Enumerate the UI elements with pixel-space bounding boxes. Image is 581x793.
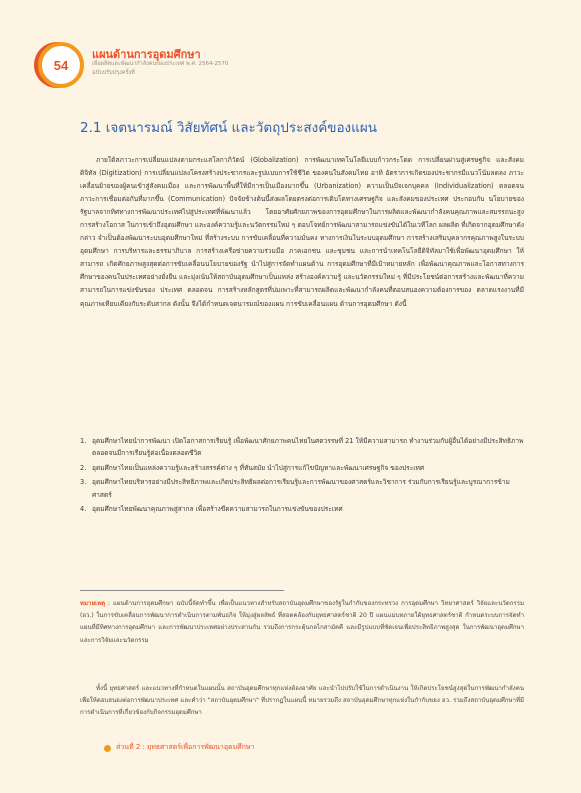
list-item-text: อุดมศึกษาไทยนำการพัฒนา เปิดโอกาสการเรียนรู้ เพื่อพัฒนาศักยภาพคนไทยในศตวรรษที่ 21 ให้มีความสามารถ ทำงานร่วมกับผู้อื่นได้อย่างมีประสิทธิภาพ ตลอดจนมีการเรียนรู้ต่อเนื่องตลอดชีวิต (92, 437, 524, 458)
footnote-label: หมายเหตุ (80, 600, 106, 607)
list-item-text: อุดมศึกษาไทยเป็นแหล่งความรู้และสร้างสรรค์ต่าง ๆ ที่ทันสมัย นำไปสู่การแก้ไขปัญหาและพัฒนาเศรษฐกิจ ของประเทศ (92, 463, 425, 472)
list-item-number: 1. (80, 437, 87, 445)
footer-text: ส่วนที่ 2 : ยุทธศาสตร์เพื่อการพัฒนาอุดมศึกษา (116, 743, 255, 751)
header-subtitle-2: ฉบับปรับปรุงครั้งที่ (92, 70, 135, 76)
page-number-badge (38, 42, 84, 88)
footnote-text-2: ทั้งนี้ ยุทธศาสตร์ และแนวทางที่กำหนดในแผนนั้น สถาบันอุดมศึกษาทุกแห่งต้องอาศัย และนำไปปรับใช้ในการดำเนินงาน ให้เกิดประโยชน์สูงสุดในการพัฒนากำลังคน เพื่อให้ตอบสนองต่อการพัฒนาประเทศ และคำว่า "สถาบันอุดมศึกษา" ที่ปรากฏในแผนนี้ หมายรวมถึง สถาบันอุดมศึกษาทุกแห่งในกำกับของ อว. รวมถึงสถาบันอุดมศึกษาที่มีการดำเนินการที่เกี่ยวข้องกับกิจกรรมอุดมศึกษา (80, 685, 524, 717)
footnote-divider (80, 590, 284, 591)
footnote (80, 598, 524, 647)
list-item-number: 4. (80, 505, 87, 514)
list-item (80, 476, 524, 501)
page-header (0, 0, 581, 95)
header-subtitle: เพื่อผลิตและพัฒนากำลังคนของประเทศ พ.ศ. 2564-2570 (92, 61, 229, 67)
list-item-text: อุดมศึกษาไทยพัฒนาคุณภาพสู่สากล เพื่อสร้างขีดความสามารถในการแข่งขันของประเทศ (92, 505, 343, 514)
section-title: 2.1 เจตนารมณ์ วิสัยทัศน์ และวัตถุประสงค์ของแผน (80, 120, 377, 136)
list-item (80, 462, 524, 474)
list-item (80, 435, 524, 460)
footer-bullet-icon (104, 745, 111, 752)
objectives-list (80, 435, 524, 517)
list-item-number: 2. (80, 463, 87, 472)
list-item (80, 503, 524, 515)
footnote-text: : แผนด้านการอุดมศึกษา ฉบับนี้จัดทำขึ้น เพื่อเป็นแนวทางสำหรับสถาบันอุดมศึกษาของรัฐในกำกับของกระทรวง การอุดมศึกษา วิทยาศาสตร์ วิจัยและนวัตกรรม (อว.) ในการขับเคลื่อนการพัฒนาการดำเนินการตามพันธกิจ ให้มุ่งสู่ผลลัพธ์ ที่สอดคล้องกับยุทธศาสตร์ชาติ 20 ปี แผนแม่บทภายใต้ยุทธศาสตร์ชาติ กำหนดระบบการจัดทำแผนที่มีทิศทางการอุดมศึกษา และการพัฒนาประเทศอย่างประสานกัน รวมถึงการกระตุ้นกลไกสามัคคี และมีรูปแบบที่ชัดเจนเพื่อประสิทธิภาพสูงสุด ในการพัฒนาอุดมศึกษาและการวิจัยและนวัตกรรม (80, 600, 524, 644)
header-title: แผนด้านการอุดมศึกษา (92, 49, 201, 61)
list-item-number: 3. (80, 478, 87, 487)
body-paragraph: ภายใต้สภาวะการเปลี่ยนแปลงตามกระแสโลกาภิวัตน์ (Globalization) การพัฒนาเทคโนโลยีแบบก้าวกระโดด การเปลี่ยนผ่านสู่เศรษฐกิจ และสังคมดิจิทัล (Digitization) การเปลี่ยนแปลงโครงสร้างประชากรและรูปแบบการใช้ชีวิต ของคนในสังคมไทย อาทิ อัตราการเกิดของประชากรมีแนวโน้มลดลง ภาวะเคลื่อนย้ายของผู้คนเข้าสู่สังคมเมือง และการพัฒนาพื้นที่ให้มีการเป็นเมืองมากขึ้น (Urbanization) ความเป็นปัจเจกบุคคล (Individualization) ตลอดจน ภาวะการเชื่อมต่อกันที่มากขึ้น (Communication) ปัจจัยข้างต้นนี้ส่งผลโดยตรงต่อการเติบโตทางเศรษฐกิจ และสังคมของประเทศ ประกอบกับ นโยบายของรัฐบาลจากทิศทางการพัฒนาประเทศไปสู่ประเทศที่พัฒนาแล้ว โดยอาศัยศักยภาพของการอุดมศึกษาในการผลิตและพัฒนากำลังคนคุณภาพและสมรรถนะสูง การสร้างโอกาส ในการเข้าถึงอุดมศึกษา และองค์ความรู้และนวัตกรรมใหม่ ๆ ตอบโจทย์การพัฒนาสามารถแข่งขันได้ในเวทีโลก ผลผลิต ที่เกิดจากอุดมศึกษาดังกล่าว จำเป็นต้องพัฒนาระบบอุดมศึกษาใหม่ ที่สร้างระบบ การขับเคลื่อนที่ความมั่นคง ทางการเงินในระบบอุดมศึกษา การสร้างเสริมบุคลากรคุณภาพสูงในระบบอุดมศึกษา การบริหารและธรรมาภิบาล การสร้างเครือข่ายความร่วมมือ ภาคเอกชน และชุมชน และการนำเทคโนโลยีดิจิทัลมาใช้เพื่อพัฒนาอุดมศึกษา ให้สามารถ เกิดศักยภาพสูงสุดต่อการขับเคลื่อนนโยบายของรัฐ นำไปสู่การจัดทำแผนด้าน การอุดมศึกษาที่มีเป้าหมายหลัก เพื่อพัฒนาคุณภาพและโอกาสทางการศึกษาของคนในประเทศอย่างยั่งยืน และมุ่งเน้นให้สถาบันอุดมศึกษาเป็นแหล่ง สร้างองค์ความรู้ และนวัตกรรมใหม่ ๆ ที่มีประโยชน์ต่อการสร้างและพัฒนาที่ความสามารถในการแข่งขันของ ประเทศ ตลอดจน การสร้างหลักสูตรที่บ่มเพาะที่สามารถผลิตและพัฒนากำลังคนที่ตอบสนองความต้องการของ ตลาดแรงงานที่มีคุณภาพเทียบเคียงกับระดับสากล ดังนั้น จึงได้กำหนดเจตนารมณ์ของแผน การขับเคลื่อนแผน ด้านการอุดมศึกษา ดังนี้ (80, 156, 524, 308)
list-item-text: อุดมศึกษาไทยบริหารอย่างมีประสิทธิภาพและเกิดประสิทธิผลต่อการเรียนรู้และการพัฒนาของศาสตร์และวิชาการ ร่วมกับการเรียนรู้และบูรณาการข้ามศาสตร์ (92, 478, 510, 499)
page-number: 54 (53, 57, 69, 73)
